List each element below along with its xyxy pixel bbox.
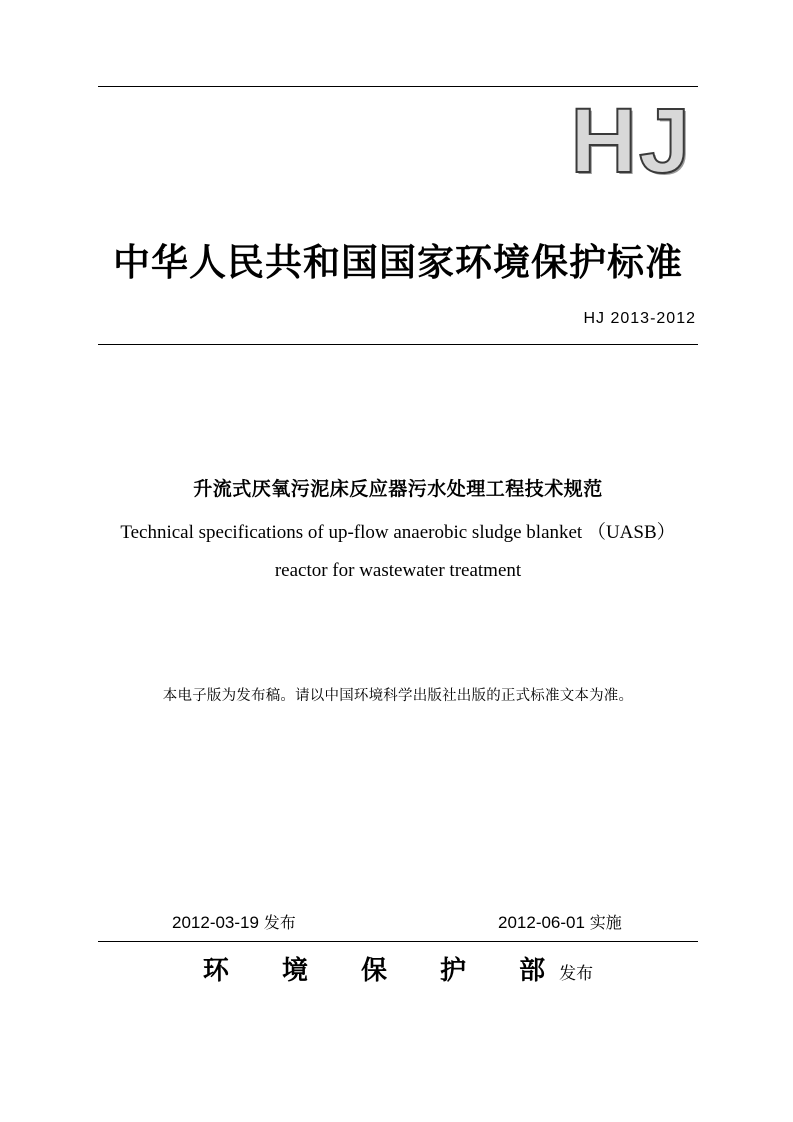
issue-date-group xyxy=(172,910,296,933)
emblem-container xyxy=(398,90,698,192)
top-divider xyxy=(98,86,698,87)
publisher-row xyxy=(98,950,698,987)
issue-date: 2012-03-19 xyxy=(172,913,259,932)
publisher-organization: 环 境 保 护 部 xyxy=(202,956,568,986)
document-title-chinese: 升流式厌氧污泥床反应器污水处理工程技术规范 xyxy=(193,478,603,500)
document-title-english xyxy=(98,514,698,590)
edition-note: 本电子版为发布稿。请以中国环境科学出版社出版的正式标准文本为准。 xyxy=(162,688,634,704)
publisher-verb: 发布 xyxy=(559,964,594,984)
bottom-divider xyxy=(98,941,698,942)
standard-number: HJ 2013-2012 xyxy=(583,310,696,327)
effective-date-group xyxy=(498,910,622,933)
header-divider xyxy=(98,344,698,345)
issue-date-label: 发布 xyxy=(263,913,296,932)
national-standard-title: 中华人民共和国国家环境保护标准 xyxy=(113,240,683,284)
title-english-line-2: reactor for wastewater treatment xyxy=(274,560,522,581)
title-english-line-1: Technical specifications of up-flow anaerobic sludge blanket （UASB） xyxy=(120,522,676,543)
hj-emblem-icon: HJ xyxy=(570,90,692,192)
effective-date-label: 实施 xyxy=(589,913,622,932)
page-content xyxy=(98,0,698,1122)
effective-date: 2012-06-01 xyxy=(498,913,585,932)
